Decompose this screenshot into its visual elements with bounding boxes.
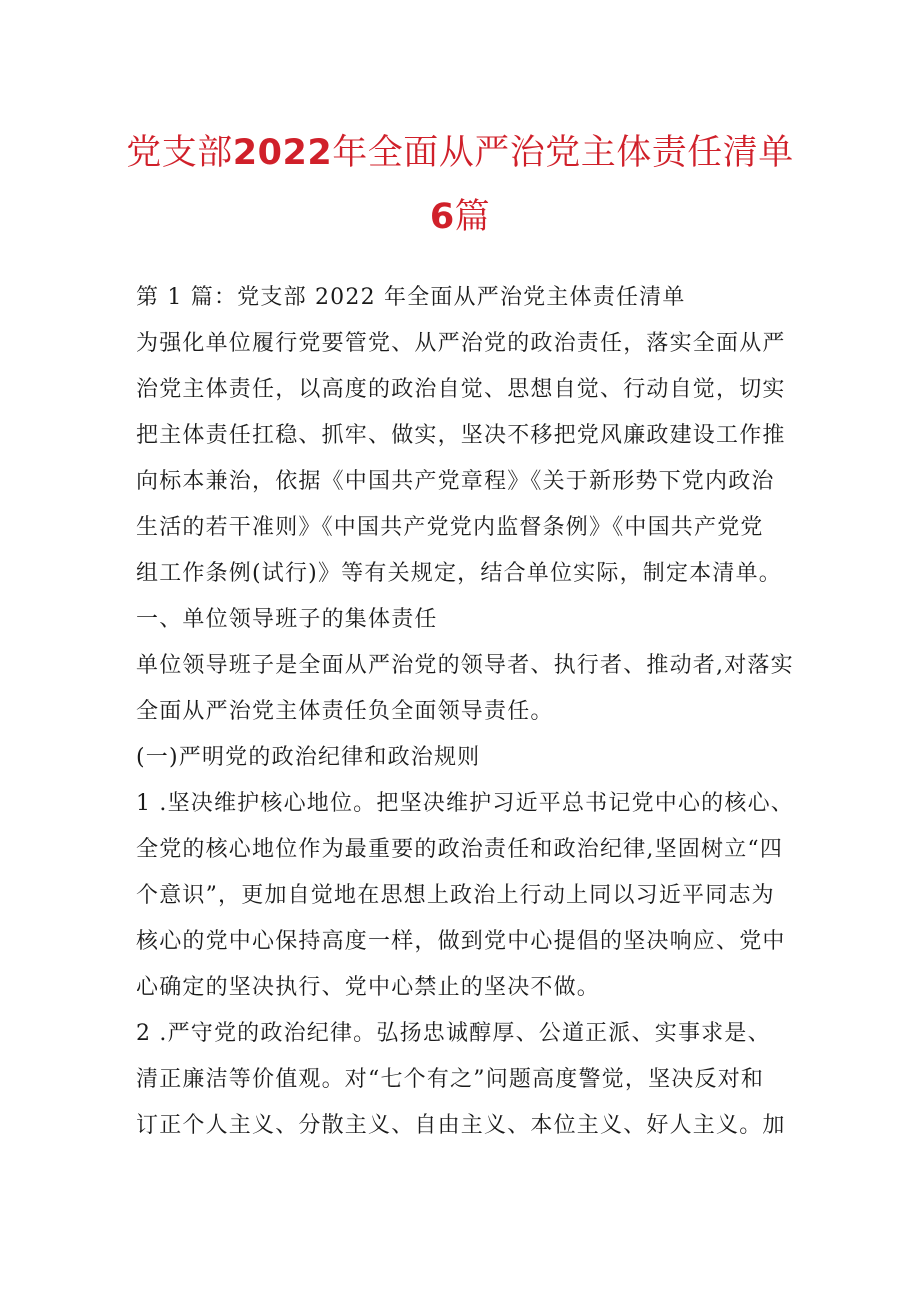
section-heading-collective-responsibility: 一、单位领导班子的集体责任 — [136, 607, 438, 632]
list-item-2-line: 2 .严守党的政治纪律。弘扬忠诚醇厚、公道正派、实事求是、 — [136, 1021, 771, 1046]
body-line: 清正廉洁等价值观。对“七个有之”问题高度警觉，坚决反对和 — [136, 1067, 765, 1092]
body-line: 核心的党中心保持高度一样，做到党中心提倡的坚决响应、党中 — [136, 929, 786, 954]
body-line: 全党的核心地位作为最重要的政治责任和政治纪律,坚固树立“四 — [136, 837, 784, 862]
title-year: 2022 — [232, 133, 333, 173]
body-line: 心确定的坚决执行、党中心禁止的坚决不做。 — [136, 975, 601, 1000]
body-line: 个意识”，更加自觉地在思想上政治上行动上同以习近平同志为 — [136, 883, 775, 908]
body-line: 全面从严治党主体责任负全面领导责任。 — [136, 699, 554, 724]
title-count-unit: 篇 — [454, 197, 491, 237]
body-line: 为强化单位履行党要管党、从严治党的政治责任，落实全面从严 — [136, 331, 786, 356]
body-line: 订正个人主义、分散主义、自由主义、本位主义、好人主义。加 — [136, 1113, 786, 1138]
body-line: 向标本兼治，依据《中国共产党章程》《关于新形势下党内政治 — [136, 469, 775, 494]
title-prefix: 党支部 — [126, 133, 233, 173]
body-line: 单位领导班子是全面从严治党的领导者、执行者、推动者,对落实 — [136, 653, 794, 678]
list-item-1-line: 1 .坚决维护核心地位。把坚决维护习近平总书记党中心的核心、 — [136, 791, 794, 816]
document-title-line-1 — [60, 133, 860, 173]
body-line: 组工作条例(试行)》等有关规定，结合单位实际，制定本清单。 — [136, 561, 782, 586]
body-line: 治党主体责任，以高度的政治自觉、思想自觉、行动自觉，切实 — [136, 377, 786, 402]
subsection-heading-political-discipline: (一)严明党的政治纪律和政治规则 — [136, 745, 481, 770]
title-suffix: 年全面从严治党主体责任清单 — [332, 133, 794, 173]
section-heading-part-1: 第 1 篇：党支部 2022 年全面从严治党主体责任清单 — [136, 285, 686, 310]
body-line: 把主体责任扛稳、抓牢、做实，坚决不移把党风廉政建设工作推 — [136, 423, 786, 448]
title-count: 6 — [429, 197, 455, 237]
document-title-line-2 — [60, 197, 860, 237]
document-body — [136, 280, 816, 1154]
body-line: 生活的若干准则》《中国共产党党内监督条例》《中国共产党党 — [136, 515, 764, 540]
